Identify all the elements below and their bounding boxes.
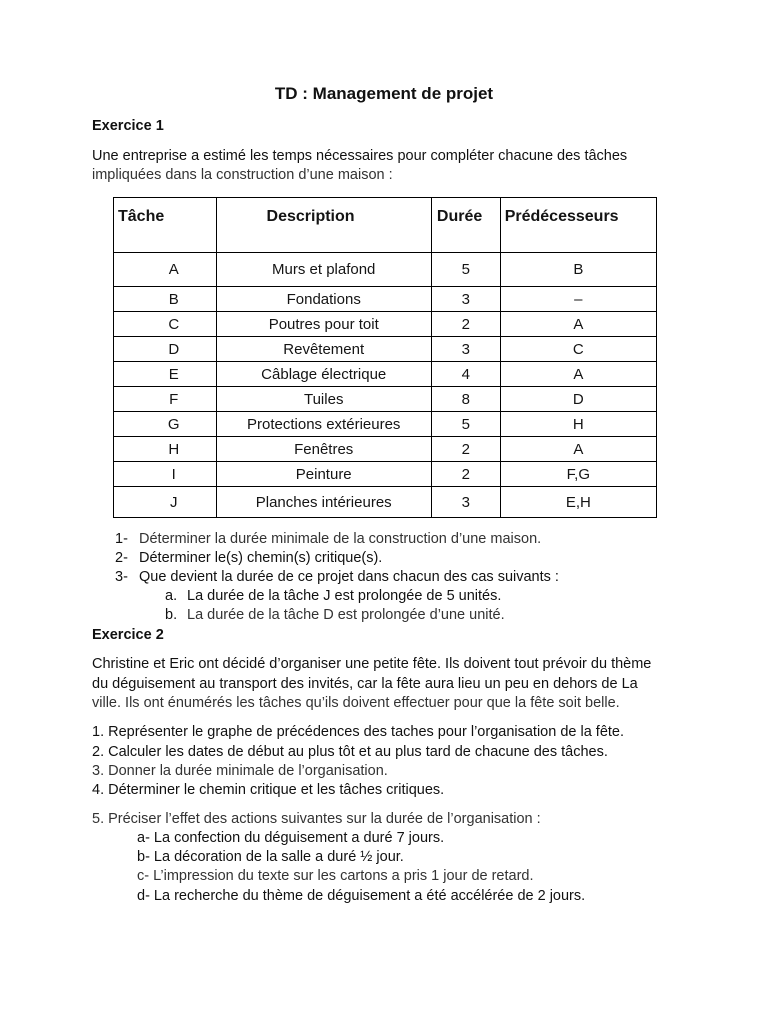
- table-row: [114, 387, 657, 412]
- page-title: TD : Management de projet: [274, 84, 494, 103]
- duration-cell: 2: [431, 437, 500, 462]
- tasks-table: [113, 197, 657, 518]
- question-text: Que devient la durée de ce projet dans chacun des cas suivants :: [139, 569, 559, 585]
- description-cell: Revêtement: [216, 337, 431, 362]
- predecessors-cell: H: [500, 412, 656, 437]
- question-item: [115, 530, 541, 549]
- duration-cell: 3: [431, 337, 500, 362]
- table-row: [114, 253, 657, 287]
- description-cell: Murs et plafond: [216, 253, 431, 287]
- task-cell: I: [114, 462, 217, 487]
- question-text: Déterminer le(s) chemin(s) critique(s).: [139, 550, 383, 566]
- description-cell: Peinture: [216, 462, 431, 487]
- intro-line: impliquées dans la construction d’une maison :: [92, 167, 393, 183]
- question-item: [115, 549, 382, 568]
- subquestion-item: [165, 587, 501, 606]
- description-cell: Fondations: [216, 287, 431, 312]
- table-row: [114, 362, 657, 387]
- predecessors-cell: B: [500, 253, 656, 287]
- table-row: [114, 462, 657, 487]
- task-cell: J: [114, 487, 217, 518]
- column-header-duree: Durée: [431, 198, 500, 253]
- intro-line: Christine et Eric ont décidé d’organiser une petite fête. Ils doivent tout prévoir du thème: [92, 656, 652, 672]
- question-item: 4. Déterminer le chemin critique et les tâches critiques.: [92, 782, 445, 798]
- intro-line: ville. Ils ont énumérés les tâches qu’ils doivent effectuer pour que la fête soit belle.: [92, 695, 620, 711]
- subquestion-letter: a.: [165, 588, 178, 604]
- duration-cell: 5: [431, 253, 500, 287]
- subquestion-letter: b.: [165, 607, 178, 623]
- task-cell: B: [114, 287, 217, 312]
- table-row: [114, 287, 657, 312]
- duration-cell: 8: [431, 387, 500, 412]
- exercise-2-heading: Exercice 2: [92, 627, 164, 643]
- table-row: [114, 312, 657, 337]
- predecessors-cell: D: [500, 387, 656, 412]
- intro-line: Une entreprise a estimé les temps nécessaires pour compléter chacune des tâches: [92, 148, 628, 164]
- column-header-description: Description: [216, 198, 431, 253]
- question-number: 2-: [115, 550, 128, 566]
- task-cell: G: [114, 412, 217, 437]
- duration-cell: 2: [431, 462, 500, 487]
- subquestion-text: La durée de la tâche D est prolongée d’une unité.: [187, 607, 505, 623]
- predecessors-cell: E,H: [500, 487, 656, 518]
- intro-line: du déguisement au transport des invités, car la fête aura lieu un peu en dehors de La: [92, 675, 638, 692]
- exercise-1-intro: [92, 147, 692, 185]
- question-item: 1. Représenter le graphe de précédences des taches pour l’organisation de la fête.: [92, 724, 625, 740]
- task-cell: D: [114, 337, 217, 362]
- duration-cell: 5: [431, 412, 500, 437]
- question-item: 2. Calculer les dates de début au plus tôt et au plus tard de chacune des tâches.: [92, 744, 608, 760]
- question-item: [115, 568, 559, 587]
- subquestion-item: [165, 606, 505, 625]
- table-row: [114, 412, 657, 437]
- description-cell: Câblage électrique: [216, 362, 431, 387]
- duration-cell: 4: [431, 362, 500, 387]
- predecessors-cell: A: [500, 362, 656, 387]
- exercise-2-intro: [92, 655, 692, 714]
- duration-cell: 3: [431, 287, 500, 312]
- question-number: 1-: [115, 531, 128, 547]
- description-cell: Tuiles: [216, 387, 431, 412]
- description-cell: Protections extérieures: [216, 412, 431, 437]
- question-5: 5. Préciser l’effet des actions suivantes sur la durée de l’organisation :: [92, 811, 541, 827]
- column-header-tache: Tâche: [114, 198, 217, 253]
- exercise-1-heading: Exercice 1: [92, 118, 164, 134]
- question-number: 3-: [115, 569, 128, 585]
- predecessors-cell: –: [500, 287, 656, 312]
- action-item: d- La recherche du thème de déguisement a été accélérée de 2 jours.: [137, 888, 586, 904]
- task-cell: C: [114, 312, 217, 337]
- subquestion-text: La durée de la tâche J est prolongée de 5 unités.: [187, 588, 502, 604]
- duration-cell: 3: [431, 487, 500, 518]
- description-cell: Planches intérieures: [216, 487, 431, 518]
- predecessors-cell: F,G: [500, 462, 656, 487]
- question-text: Déterminer la durée minimale de la construction d’une maison.: [139, 531, 542, 547]
- description-cell: Fenêtres: [216, 437, 431, 462]
- predecessors-cell: A: [500, 312, 656, 337]
- action-item: a- La confection du déguisement a duré 7 jours.: [137, 830, 445, 846]
- predecessors-cell: A: [500, 437, 656, 462]
- action-item: b- La décoration de la salle a duré ½ jour.: [137, 849, 404, 865]
- table-header-row: [114, 198, 657, 253]
- table-row: [114, 337, 657, 362]
- predecessors-cell: C: [500, 337, 656, 362]
- column-header-predecesseurs: Prédécesseurs: [500, 198, 656, 253]
- task-cell: A: [114, 253, 217, 287]
- task-cell: H: [114, 437, 217, 462]
- action-item: c- L’impression du texte sur les cartons a pris 1 jour de retard.: [137, 868, 534, 884]
- question-item: 3. Donner la durée minimale de l’organisation.: [92, 763, 388, 779]
- table-row: [114, 487, 657, 518]
- task-cell: F: [114, 387, 217, 412]
- duration-cell: 2: [431, 312, 500, 337]
- description-cell: Poutres pour toit: [216, 312, 431, 337]
- task-cell: E: [114, 362, 217, 387]
- table-row: [114, 437, 657, 462]
